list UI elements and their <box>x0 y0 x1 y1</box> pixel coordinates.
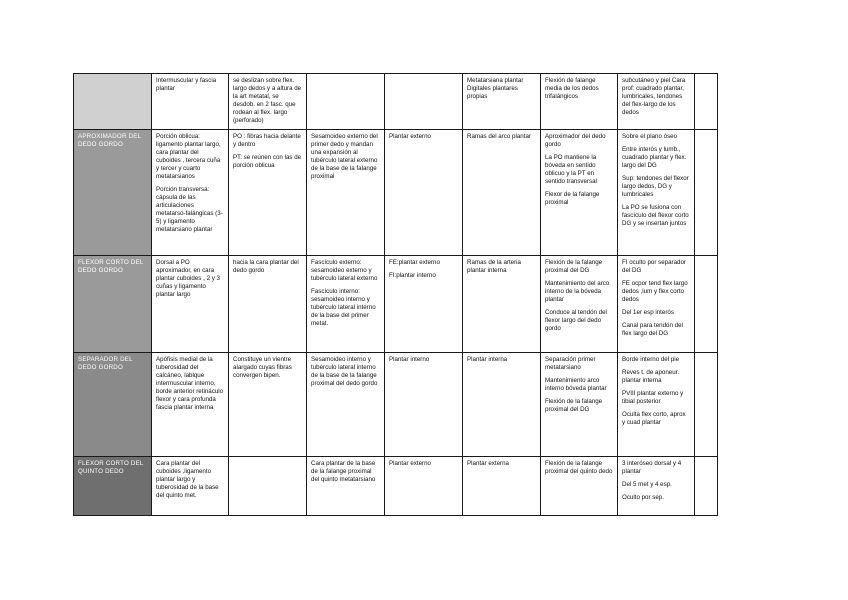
muscle-name-cell <box>74 74 152 130</box>
cell-paragraph: hacia la cara plantar del dedo gordo <box>233 259 299 274</box>
cell-paragraph: se deslizan sobre flex. largo dedos y a altura de la art metatal, se desdob. en 2 fasc. que rodean al flex. largo (perforado) <box>233 77 302 124</box>
cell-paragraph: Intermuscular y fascia plantar <box>156 77 217 92</box>
action-cell <box>541 130 618 256</box>
irrigation-cell <box>463 74 541 130</box>
insertion-cell <box>307 353 385 457</box>
cell-paragraph: Plantar externo <box>389 133 431 140</box>
cell-paragraph: Flexión de la falange proximal del DG <box>545 259 603 274</box>
cell-paragraph: Constituye un vientre alargado cuyas fibras convergen bipen. <box>233 356 292 379</box>
insertion-cell <box>307 256 385 353</box>
origin-cell <box>152 130 229 256</box>
relations-cell <box>618 130 695 256</box>
notes-cell <box>695 353 718 457</box>
action-cell <box>541 353 618 457</box>
course-cell <box>229 353 307 457</box>
innervation-cell <box>385 130 463 256</box>
notes-cell <box>695 457 718 516</box>
cell-paragraph: PVIII plantar externo y tibial posterior <box>622 390 684 405</box>
cell-paragraph: Del 5 met y 4 esp. <box>622 481 672 488</box>
course-cell <box>229 457 307 516</box>
cell-paragraph: Separación primer metatarsiano <box>545 356 596 371</box>
cell-paragraph: Flexor de la falange proximal <box>545 191 600 206</box>
cell-paragraph: PT: se reúnen con las de porción oblicua <box>233 154 302 169</box>
cell-paragraph: Oculta flex corto, aprox y cuad plantar <box>622 411 686 426</box>
cell-paragraph: Porción transversa: cápsula de las articulaciones metatarso-falángicas (3-5) y ligamento metatarsiano plantar <box>156 186 223 233</box>
cell-paragraph: Entre interós y lumb., cuadrado plantar y flex. largo del DG <box>622 146 687 169</box>
table-row <box>74 74 718 130</box>
cell-paragraph: Sobre el plano óseo <box>622 133 678 140</box>
irrigation-cell <box>463 353 541 457</box>
cell-paragraph: Reves t. de aponeur. plantar interna <box>622 369 680 384</box>
notes-cell <box>695 256 718 353</box>
cell-paragraph: Flexión de la falange proximal del DG <box>545 398 603 413</box>
cell-paragraph: FE:plantar externo <box>389 259 440 266</box>
cell-paragraph: Fascículo externo: sesamoideo externo y tubérculo lateral externo <box>311 259 378 282</box>
action-cell <box>541 256 618 353</box>
origin-cell <box>152 256 229 353</box>
insertion-cell <box>307 457 385 516</box>
cell-paragraph: Canal para tendón del flex largo del DG <box>622 322 683 337</box>
cell-paragraph: La PO se fusiona con fascículo del flexor corto DG y se insertan juntos <box>622 204 689 227</box>
cell-paragraph: Apófisis medial de la tuberosidad del calcáneo, lablque intermuscular interno, borde anterior retináculo flexor y cara profunda fascia plantar interna <box>156 356 224 411</box>
cell-paragraph: Cara plantar de la base de la falange proximal del quinto metatarsiano <box>311 460 376 483</box>
cell-paragraph: Plantar externo <box>389 460 431 467</box>
relations-cell <box>618 353 695 457</box>
course-cell <box>229 256 307 353</box>
cell-paragraph: Dorsal a PO aproximador, en cara plantar cuboides , 2 y 3 cuñas y ligamento plantar largo <box>156 259 220 298</box>
cell-paragraph: Aproximador del dedo gordo <box>545 133 606 148</box>
relations-cell <box>618 256 695 353</box>
cell-paragraph: FI:plantar interno <box>389 272 436 279</box>
innervation-cell <box>385 256 463 353</box>
cell-paragraph: Ramas del arco plantar <box>467 133 531 140</box>
relations-cell <box>618 74 695 130</box>
cell-paragraph: Fascículo interno: sesamoideo interno y tubérculo lateral interno de la base del primer metat. <box>311 288 376 327</box>
cell-paragraph: Sesamoideo externo del primer dedo y mandan una expansión al tubérculo lateral externo de la base de la falange proximal <box>311 133 378 180</box>
table-row <box>74 353 718 457</box>
cell-paragraph: Oculto por sep. <box>622 494 664 501</box>
cell-paragraph: Plantar interna <box>467 356 508 363</box>
cell-paragraph: Plantar externa <box>467 460 509 467</box>
cell-paragraph: Ramas de la arteria plantar interna <box>467 259 521 274</box>
cell-paragraph: Sup: tendones del flexor largo dedos, DG y lumbricales <box>622 175 689 198</box>
cell-paragraph: Conduce al tendón del flexor largo del dedo gordo <box>545 309 607 332</box>
cell-paragraph: FI oculto por separador del DG <box>622 259 686 274</box>
cell-paragraph: FE ocpor tend flex largo dedos ,lum y flex corto dedos <box>622 280 688 303</box>
origin-cell <box>152 353 229 457</box>
cell-paragraph: subcutáneo y piel Cara prof: cuadrado plantar, lumbricales, tendones del flex-largo de los dedos <box>622 77 686 116</box>
anatomy-table <box>73 73 718 516</box>
relations-cell <box>618 457 695 516</box>
course-cell <box>229 74 307 130</box>
cell-paragraph: Porción oblicua: ligamento plantar largo, cara plantar del cuboides , tercera cuña y tercer y cuarto metatarsianos <box>156 133 221 180</box>
irrigation-cell <box>463 256 541 353</box>
origin-cell <box>152 457 229 516</box>
muscle-name-cell: SEPARADOR DEL DEDO GORDO <box>74 353 152 457</box>
muscle-name-cell: FLEXOR CORTO DEL DEDO GORDO <box>74 256 152 353</box>
cell-paragraph: Flexión de falange media de los dedos trifalángicos <box>545 77 599 100</box>
origin-cell <box>152 74 229 130</box>
notes-cell <box>695 74 718 130</box>
cell-paragraph: La PO mantiene la bóveda en sentido oblicuo y la PT en sentido transversal <box>545 154 597 185</box>
innervation-cell <box>385 457 463 516</box>
cell-paragraph: Sesamoideo interno y tubérculo lateral interno de la base de la falange proximal del dedo gordo <box>311 356 378 387</box>
cell-paragraph: Del 1er esp interós <box>622 309 674 316</box>
innervation-cell <box>385 353 463 457</box>
cell-paragraph: Cara plantar del cuboides ,ligamento plantar largo y tuberosidad de la base del quinto met. <box>156 460 219 499</box>
cell-paragraph: Plantar interno <box>389 356 430 363</box>
cell-paragraph: Metatarsiana plantar Digitales plantares propias <box>467 77 524 100</box>
table-row <box>74 256 718 353</box>
muscle-name-cell: APROXIMADOR DEL DEDO GORDO <box>74 130 152 256</box>
innervation-cell <box>385 74 463 130</box>
notes-cell <box>695 130 718 256</box>
irrigation-cell <box>463 457 541 516</box>
cell-paragraph: Borde interno del pie <box>622 356 680 363</box>
table-row <box>74 130 718 256</box>
table-body <box>74 74 718 516</box>
insertion-cell <box>307 74 385 130</box>
insertion-cell <box>307 130 385 256</box>
action-cell <box>541 74 618 130</box>
cell-paragraph: PO : fibras hacia delante y dentro <box>233 133 301 148</box>
cell-paragraph: 3 interóseo dorsal y 4 plantar <box>622 460 682 475</box>
irrigation-cell <box>463 130 541 256</box>
table-row <box>74 457 718 516</box>
muscle-name-cell: FLEXOR CORTO DEL QUINTO DEDO <box>74 457 152 516</box>
cell-paragraph: Mantenimiento del arco interno de la bóveda plantar <box>545 280 610 303</box>
course-cell <box>229 130 307 256</box>
action-cell <box>541 457 618 516</box>
cell-paragraph: Mantenimiento arco interno bóveda plantar <box>545 377 607 392</box>
cell-paragraph: Flexión de la falange proximal del quinto dedo <box>545 460 613 475</box>
